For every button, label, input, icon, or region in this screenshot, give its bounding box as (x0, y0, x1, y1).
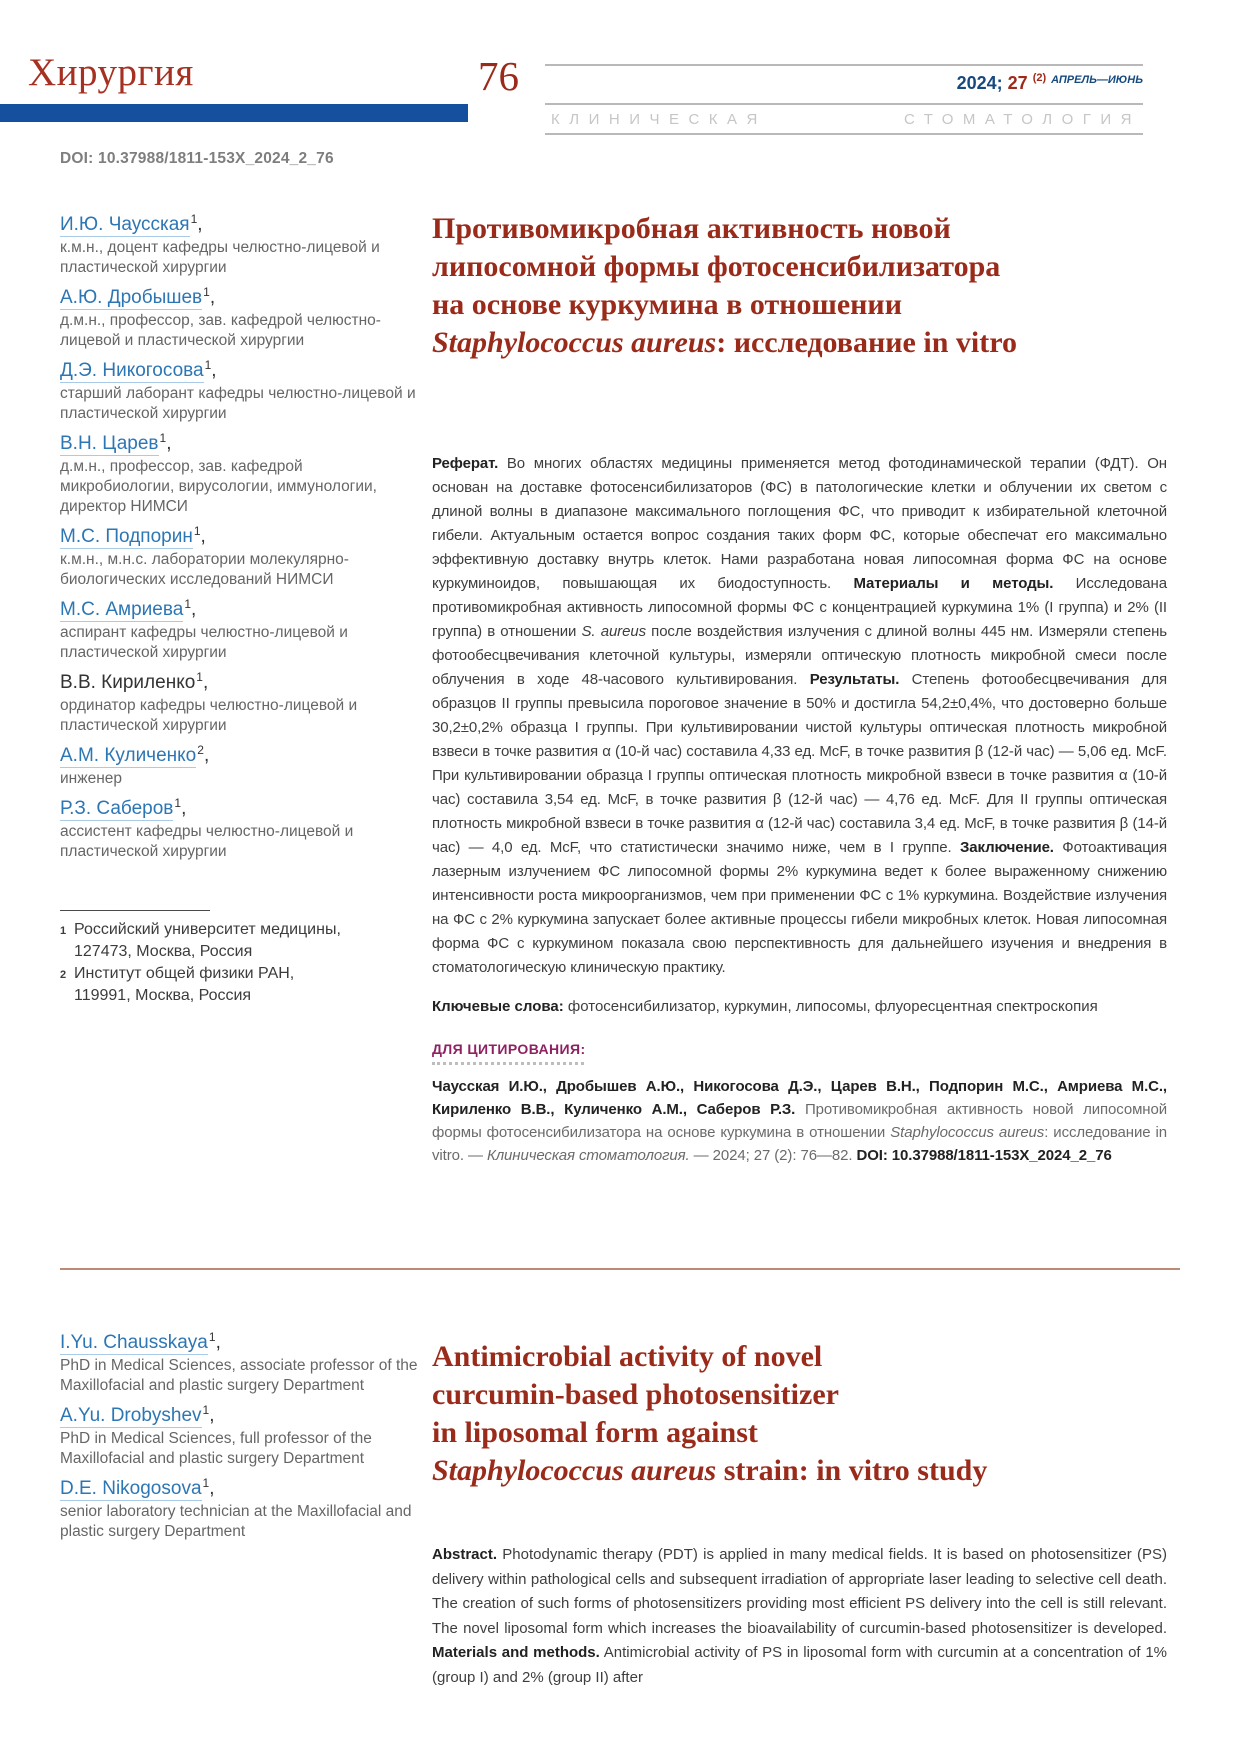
text-segment: Результаты. (809, 671, 900, 688)
affiliation-text (74, 919, 418, 963)
author-name-link[interactable]: А.Ю. Дробышев (60, 287, 203, 308)
author-name-comma: , (166, 433, 172, 454)
author-description: аспирант кафедры челюстно-лицевой и пластической хирургии (60, 624, 348, 661)
affiliation-text (74, 963, 418, 1007)
author-affiliation-sup: 1 (190, 212, 198, 226)
author-entry (60, 796, 418, 862)
text-segment: Противомикробная активность новой липосомной формы фотосенсибилизатора на основе куркумина в отношении (432, 1101, 1167, 1141)
author-description: д.м.н., профессор, зав. кафедрой микробиологии, вирусологии, иммунологии, директор НИМСИ (60, 458, 377, 515)
text-segment: Ключевые слова: (432, 998, 564, 1015)
text-segment: на основе куркумина в отношении (432, 288, 902, 322)
text-segment: Материалы и методы. (853, 575, 1054, 592)
author-affiliation-sup: 1 (203, 285, 210, 299)
author-name-comma: , (200, 526, 206, 547)
author-name-link[interactable]: М.С. Амриева (60, 599, 184, 620)
journal-name (545, 105, 1143, 133)
author-name-comma: , (197, 214, 203, 235)
author-name-comma: , (211, 360, 217, 381)
text-segment: Materials and methods. (432, 1644, 600, 1661)
author-entry (60, 1403, 420, 1469)
author-affiliation-sup: 1 (196, 670, 203, 684)
author-name-link[interactable]: Р.З. Саберов (60, 798, 174, 819)
keywords-ru (432, 995, 1167, 1019)
author-name-plain: В.В. Кириленко (60, 672, 196, 693)
issue-months: АПРЕЛЬ—ИЮНЬ (1051, 74, 1143, 86)
author-description: старший лаборант кафедры челюстно-лицевой и пластической хирургии (60, 385, 416, 422)
text-segment: липосомной формы фотосенсибилизатора (432, 250, 1001, 284)
author-entry (60, 670, 418, 736)
author-name-link[interactable]: И.Ю. Чаусская (60, 214, 190, 235)
author-name-comma: , (209, 1405, 215, 1426)
text-segment: : исследование in vitro. — (432, 1124, 1167, 1164)
author-affiliation-sup: 1 (208, 1330, 216, 1344)
text-segment: после воздействия излучения с длиной волны 445 нм. Измеряли степень фотообесцвечивания клеточной культуры, измеряли оптическую плотность микробной смеси после облучения в ходе 48-часового культивирования. (432, 623, 1167, 688)
affiliation-sup: 2 (60, 969, 67, 981)
text-segment: Исследована противомикробная активность липосомной формы ФС с концентрацией куркумина 1% (I группа) и 2% (II группа) в отношении (432, 575, 1167, 640)
author-description: к.м.н., м.н.с. лаборатории молекулярно-биологических исследований НИМСИ (60, 551, 349, 588)
author-name-comma: , (181, 798, 187, 819)
text-segment: Antimicrobial activity of novel (432, 1340, 823, 1374)
article-title-ru (432, 210, 1177, 362)
section-label: Хирургия (28, 51, 194, 94)
section-underline-bar (0, 104, 468, 122)
author-entry (60, 285, 418, 351)
author-affiliation-sup: 1 (202, 1403, 210, 1417)
author-name-comma: , (202, 672, 209, 693)
author-affiliation-sup: 2 (197, 743, 204, 757)
author-name-comma: , (215, 1332, 221, 1353)
author-affiliation-sup: 1 (184, 597, 192, 611)
affiliation-item (60, 919, 418, 963)
abstract-ru (432, 452, 1167, 980)
text-segment: curcumin-based photosensitizer (432, 1378, 839, 1412)
author-description: ассистент кафедры челюстно-лицевой и пластической хирургии (60, 823, 354, 860)
text-segment: Staphylococcus aureus (432, 1454, 717, 1488)
journal-name-word-1: КЛИНИЧЕСКАЯ (551, 111, 767, 128)
author-description: инженер (60, 770, 123, 787)
author-name-link[interactable]: М.С. Подпорин (60, 526, 193, 547)
affiliations-divider (60, 910, 210, 911)
author-description: PhD in Medical Sciences, full professor of the Maxillofacial and plastic surgery Department (60, 1430, 372, 1467)
article-title-en (432, 1338, 1177, 1490)
author-name-link[interactable]: D.E. Nikogosova (60, 1478, 202, 1499)
author-name-link[interactable]: Д.Э. Никогосова (60, 360, 204, 381)
author-description: senior laboratory technician at the Maxillofacial and plastic surgery Department (60, 1503, 412, 1540)
text-segment: Antimicrobial activity of PS in liposomal form with curcumin at a concentration of 1% (group I) and 2% (group II) after (432, 1644, 1167, 1686)
author-description: ординатор кафедры челюстно-лицевой и пластической хирургии (60, 697, 358, 734)
affiliation-line: 127473, Москва, Россия (74, 943, 253, 960)
text-segment: Заключение. (959, 839, 1054, 856)
text-segment: S. aureus (581, 623, 646, 640)
text-segment: Abstract. (432, 1546, 498, 1563)
author-name-link[interactable]: I.Yu. Chausskaya (60, 1332, 208, 1353)
issue-volume: 27 (1007, 73, 1028, 93)
issue-year: 2024; (956, 73, 1003, 93)
author-description: PhD in Medical Sciences, associate professor of the Maxillofacial and plastic surgery Department (60, 1357, 418, 1394)
text-segment: DOI: 10.37988/1811-153X_2024_2_76 (856, 1147, 1112, 1164)
author-affiliation-sup: 1 (193, 524, 201, 538)
abstract-en (432, 1543, 1167, 1690)
author-name-link[interactable]: A.Yu. Drobyshev (60, 1405, 202, 1426)
text-segment: Степень фотообесцвечивания для образцов II группы превысила пороговое значение в 50% и достигла 54,2±0,4%, что достоверно больше 30,2±0,2% образца I группы. При культивировании чистой культуры оптическая плотность микробной взвеси в точке развития α (10-й час) составила 4,33 ед. McF, в точке развития β (12-й час) — 5,06 ед. McF. При культивировании образца I группы оптическая плотность микробной взвеси в точке развития α (10-й час) составила 3,54 ед. McF, в точке развития β (12-й час) — 4,76 ед. McF. Для II группы оптическая плотность микробной взвеси в точке развития α (12-й час) составила 3,4 ед. McF, в точке развития β (14-й час) — 4,0 ед. McF, что статистически значимо ниже, чем в I группе. (432, 671, 1167, 856)
text-segment: in liposomal form against (432, 1416, 758, 1450)
text-segment: — 2024; 27 (2): 76—82. (689, 1147, 857, 1164)
author-name-comma: , (191, 599, 197, 620)
author-entry (60, 1330, 420, 1396)
text-segment: Staphylococcus aureus (890, 1124, 1045, 1141)
citation-label: ДЛЯ ЦИТИРОВАНИЯ: (432, 1041, 586, 1057)
text-segment: Staphylococcus aureus (432, 326, 717, 360)
section-divider (60, 1268, 1180, 1270)
text-segment: Во многих областях медицины применяется метод фотодинамической терапии (ФДТ). Он основан на доставке фотосенсибилизаторов (ФС) в патологические клетки и облучении их светом с длиной волны в диапазоне максимального поглощения ФС, что приводит к избирательной клеточной гибели. Актуальным остается вопрос создания таких форм ФС, которые обеспечат его максимально эффективную доставку внутрь клеток. Нами разработана новая липосомная форма ФС на основе куркуминоидов, повышающая их биодоступность. (432, 455, 1167, 592)
citation-text (432, 1075, 1167, 1167)
affiliation-line: 119991, Москва, Россия (74, 987, 252, 1004)
text-segment: Реферат. (432, 455, 499, 472)
text-segment: Фотоактивация лазерным излучением ФС липосомной формы 2% куркумина ведет к более выраженному снижению интенсивности роста микроорганизмов, чем при применении ФС с 1% куркумина. Воздействие излучения на ФС с 2% куркумина запускает более активные процессы гибели микробных клеток. Новая липосомная форма ФС с куркумином показала свою перспективность для дальнейшего изучения и внедрения в стоматологическую клиническую практику. (432, 839, 1167, 976)
author-name-comma: , (203, 745, 210, 766)
author-name-comma: , (209, 1478, 215, 1499)
text-segment: Чаусская И.Ю., Дробышев А.Ю., Никогосова Д.Э., Царев В.Н., Подпорин М.С., Амриева М.С., Кириленко В.В., Куличенко А.М., Саберов Р.З. (432, 1078, 1167, 1118)
affiliation-sup: 1 (60, 925, 67, 937)
doi-label: DOI: 10.37988/1811-153X_2024_2_76 (60, 150, 334, 167)
text-segment: Photodynamic therapy (PDT) is applied in many medical fields. It is based on photosensitizer (PS) delivery within pathological cells and subsequent irradiation of appropriate laser leading to selective cell death. The creation of such forms of photosensitizers providing most efficient PS delivery into the cell is still relevant. The novel liposomal form which increases the bioavailability of curcumin-based photosensitizer is developed. (432, 1546, 1167, 1637)
affiliation-line: Институт общей физики РАН, (74, 965, 295, 982)
author-name-comma: , (209, 287, 216, 308)
author-entry (60, 597, 418, 663)
citation-dotted-rule (432, 1062, 584, 1065)
author-entry (60, 1476, 420, 1542)
affiliation-line: Российский университет медицины, (74, 921, 341, 938)
text-segment: strain: in vitro study (716, 1454, 988, 1488)
article-body-ru (432, 452, 1167, 1167)
author-description: д.м.н., профессор, зав. кафедрой челюстно-лицевой и пластической хирургии (60, 312, 381, 349)
authors-column-ru (60, 150, 418, 1007)
authors-column-en (60, 1330, 420, 1549)
header-rule-bottom (545, 133, 1143, 135)
author-description: к.м.н., доцент кафедры челюстно-лицевой и пластической хирургии (60, 239, 380, 276)
page-number: 76 (478, 53, 519, 99)
author-entry (60, 358, 418, 424)
author-affiliation-sup: 1 (202, 1476, 210, 1490)
author-name-link[interactable]: В.Н. Царев (60, 433, 159, 454)
issue-number: (2) (1032, 72, 1047, 84)
author-entry (60, 431, 418, 517)
issue-info (545, 66, 1143, 103)
text-segment: фотосенсибилизатор, куркумин, липосомы, флуоресцентная спектроскопия (563, 998, 1098, 1015)
author-affiliation-sup: 1 (174, 796, 182, 810)
author-entry (60, 524, 418, 590)
text-segment: : исследование in vitro (716, 326, 1017, 360)
journal-name-word-2: СТОМАТОЛОГИЯ (903, 111, 1141, 128)
affiliation-item (60, 963, 418, 1007)
author-entry (60, 743, 418, 789)
text-segment: Противомикробная активность новой (432, 212, 951, 246)
issue-header (545, 64, 1143, 135)
text-segment: Клиническая стоматология. (486, 1147, 690, 1164)
author-affiliation-sup: 1 (204, 358, 212, 372)
author-affiliation-sup: 1 (159, 431, 167, 445)
author-entry (60, 212, 418, 278)
author-name-link[interactable]: А.М. Куличенко (60, 745, 197, 766)
